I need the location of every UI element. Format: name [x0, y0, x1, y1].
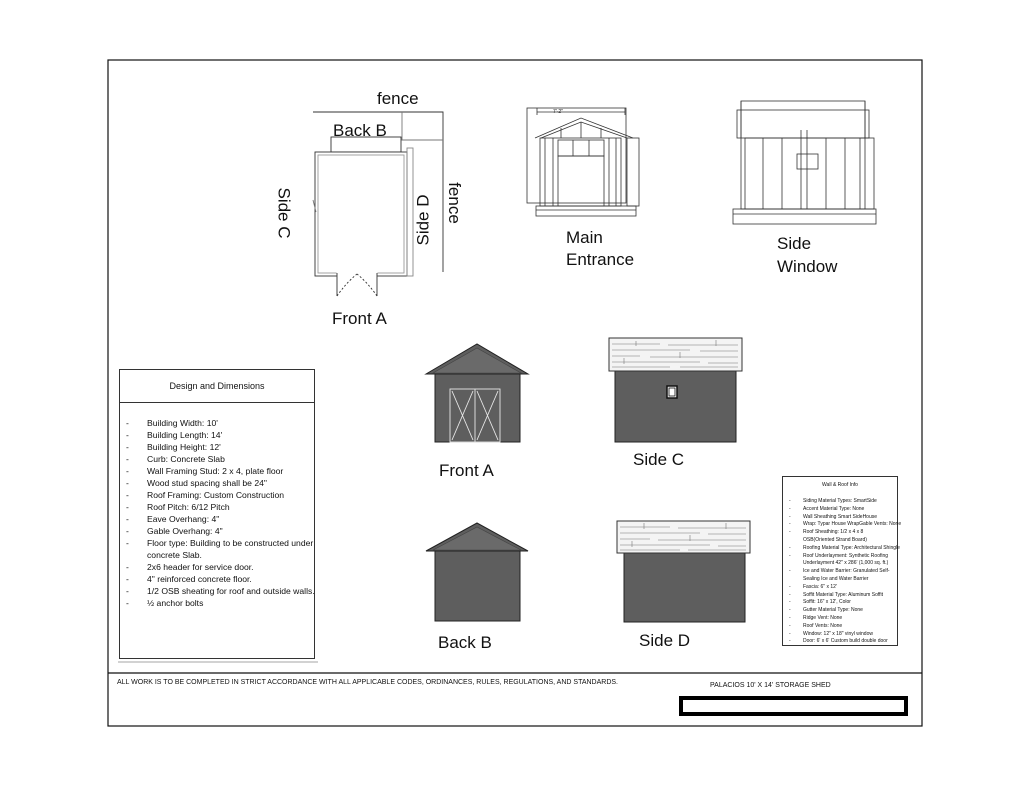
side-c-elevation-label: Side C [633, 450, 685, 469]
spec-item: - Floor type: Building to be constructed under concrete Slab. [126, 537, 317, 561]
spec-item: - Eave Overhang: 4" [126, 513, 314, 525]
side-d-elevation-label: Side D [639, 631, 691, 650]
wall-spec-item: - Roofing Material Type: Architectural Shingle [789, 545, 897, 553]
spec-item: - 1/2 OSB sheating for roof and outside walls. [126, 585, 314, 597]
side-c-elevation [609, 338, 742, 442]
back-b-elevation-label: Back B [438, 633, 492, 652]
wall-spec-item: - Door: 6' x 6' Custom build double door [789, 638, 897, 646]
front-a-plan-label: Front A [332, 309, 387, 328]
front-elevation [426, 344, 528, 442]
back-elevation [426, 523, 528, 621]
spec-item: - Building Height: 12' [126, 441, 314, 453]
fence-top-label: fence [377, 89, 419, 108]
fence-right-label: fence [444, 182, 464, 224]
main-entrance-framing [527, 108, 639, 216]
spec-item: - Wall Framing Stud: 2 x 4, plate floor [126, 465, 314, 477]
spec-item: - Building Length: 14' [126, 429, 314, 441]
main-entrance-label-1: Main [566, 228, 603, 247]
spec-item: - 4" reinforced concrete floor. [126, 573, 314, 585]
front-a-elevation-label: Front A [439, 461, 494, 480]
wall-spec-item: - Fascia: 6" x 12' [789, 584, 897, 592]
wall-spec-item: - Gutter Material Type: None [789, 607, 897, 615]
design-box-title: Design and Dimensions [169, 381, 265, 391]
main-entrance-label-2: Entrance [566, 250, 635, 269]
spec-item: - 2x6 header for service door. [126, 561, 314, 573]
spec-item: - Gable Overhang: 4" [126, 525, 314, 537]
spec-item: - Curb: Concrete Slab [126, 453, 314, 465]
design-dimensions-box [119, 369, 315, 659]
side-window-framing [733, 101, 876, 224]
back-b-plan-label: Back B [333, 121, 387, 140]
wall-spec-item: - Siding Material Types: SmartSide [789, 498, 897, 506]
side-d-plan-label: Side D [413, 194, 433, 246]
spec-item: - Roof Pitch: 6/12 Pitch [126, 501, 314, 513]
wall-box-title: Wall & Roof Info [822, 482, 858, 488]
wall-spec-item: - Ice and Water Barrier: Granulated Self-Sealing Ice and Water Barrier [789, 568, 895, 584]
footer-note: ALL WORK IS TO BE COMPLETED IN STRICT ACCORDANCE WITH ALL APPLICABLE CODES, ORDINANCES, RULES, REGULATIONS, AND STANDARDS. [117, 679, 618, 686]
spec-item: - Roof Framing: Custom Construction [126, 489, 314, 501]
window-opening [797, 154, 818, 169]
side-window-label-1: Side [777, 234, 812, 253]
title-block-name-box [681, 698, 906, 714]
wall-spec-item: - Window: 12" x 18" vinyl window [789, 631, 897, 639]
wall-spec-list [789, 498, 902, 646]
main-entrance-dim: 7'-2" [553, 109, 563, 115]
spec-item: - Wood stud spacing shall be 24" [126, 477, 314, 489]
side-c-plan-label: Side C [274, 187, 294, 239]
wall-spec-item: - Soffit Material Type: Aluminum Soffit [789, 592, 897, 600]
wall-spec-item: - Wrap: Typar House WrapGable Vents: None [789, 521, 897, 529]
wall-spec-item: - Accent Material Type: None [789, 506, 897, 514]
wall-roof-info-box [782, 476, 902, 646]
wall-spec-item: - Ridge Vent: None [789, 615, 897, 623]
spec-item: - Building Width: 10' [126, 417, 314, 429]
wall-spec-item: - Roof Vents: None [789, 623, 897, 631]
project-title: PALACIOS 10' X 14' STORAGE SHED [710, 682, 831, 689]
side-window-label-2: Window [777, 257, 838, 276]
wall-spec-item: - Wall Sheathing Smart SideHouse [789, 514, 897, 522]
wall-spec-item: - Soffit: 16" x 12', Color [789, 599, 897, 607]
spec-item: - ½ anchor bolts [126, 597, 314, 609]
side-d-elevation [617, 521, 750, 622]
wall-spec-item: - Roof Sheathing: 1/2 x 4 x 8 OSB(Oriented Strand Board) [789, 529, 895, 545]
design-spec-list [126, 417, 314, 609]
wall-spec-item: - Roof Underlayment: Synthetic Roofing Underlayment 42" x 286' (1,000 sq. ft.) [789, 553, 895, 569]
